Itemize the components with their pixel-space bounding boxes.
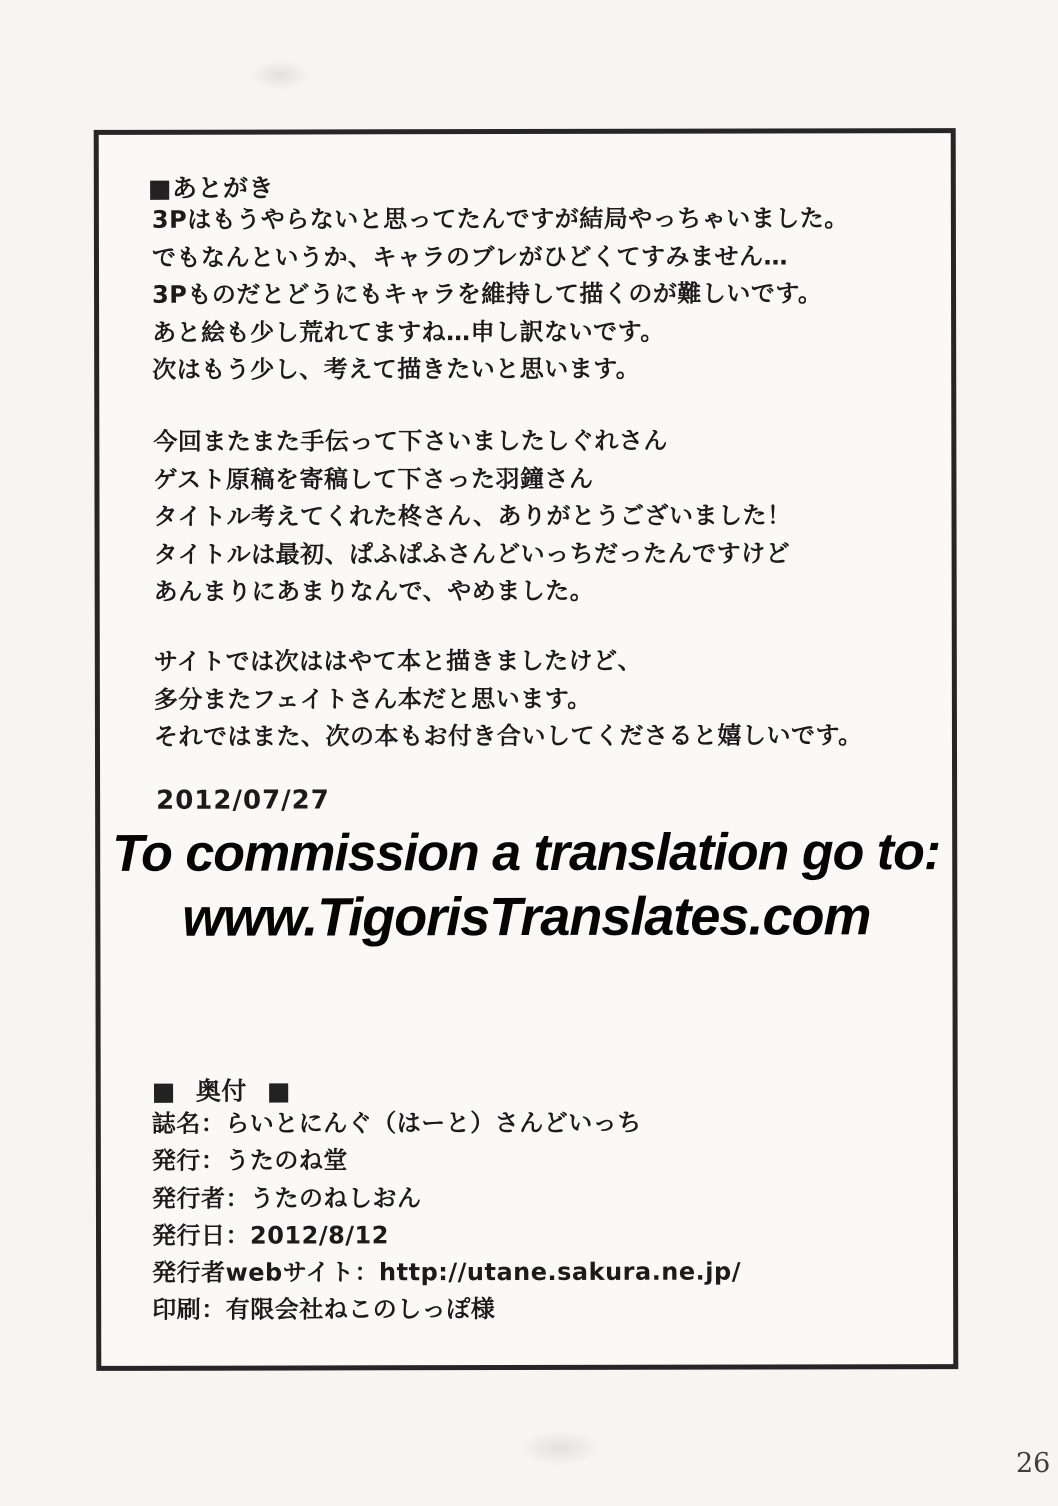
colophon-title: 奥付 — [195, 1076, 247, 1106]
afterword-line: ゲスト原稿を寄稿して下さった羽鐘さん — [153, 464, 594, 494]
afterword-line: 次はもう少し、考えて描きたいと思います。 — [152, 354, 641, 384]
scan-smudge — [520, 1430, 600, 1466]
afterword-paragraph-2 — [153, 422, 791, 611]
afterword-line: 今回またまた手伝って下さいましたしぐれさん — [153, 426, 668, 456]
afterword-line: 3Pものだとどうにもキャラを維持して描くのが難しいです。 — [152, 279, 823, 309]
colophon-line: 発行日：2012/8/12 — [151, 1221, 389, 1250]
translation-banner-line2: www.TigorisTranslates.com — [182, 886, 871, 948]
afterword-paragraph-3 — [154, 642, 863, 756]
colophon-header — [152, 1071, 291, 1107]
afterword-line: サイトでは次ははやて本と描きましたけど、 — [153, 646, 643, 676]
translation-banner-line1: To commission a translation go to: — [112, 823, 941, 883]
afterword-paragraph-1 — [152, 200, 849, 389]
afterword-date: 2012/07/27 — [156, 785, 330, 816]
colophon-line: 誌名：らいとにんぐ（はーと）さんどいっち — [151, 1108, 642, 1138]
colophon-line: 印刷：有限会社ねこのしっぽ様 — [152, 1295, 496, 1325]
page-number: 26 — [1016, 1448, 1051, 1479]
black-square-icon: ■ — [147, 173, 172, 203]
afterword-header — [148, 169, 274, 205]
colophon-lines — [152, 1105, 741, 1330]
afterword-line: あと絵も少し荒れてますね…申し訳ないです。 — [152, 317, 665, 347]
scan-smudge — [250, 60, 310, 90]
afterword-line: 3Pはもうやらないと思ってたんですが結局やっちゃいました。 — [151, 204, 849, 234]
translation-banner — [100, 821, 952, 951]
black-square-icon: ■ — [266, 1076, 292, 1106]
afterword-line: それではまた、次の本もお付き合いしてくださると嬉しいです。 — [153, 721, 863, 751]
afterword-title: あとがき — [171, 173, 274, 203]
afterword-line: タイトルは最初、ぱふぱふさんどいっちだったんですけど — [153, 538, 791, 569]
colophon-line: 発行者：うたのねしおん — [151, 1183, 422, 1213]
afterword-line: でもなんというか、キャラのブレがひどくてすみません… — [151, 241, 789, 272]
black-square-icon: ■ — [151, 1076, 176, 1106]
colophon-line: 発行者webサイト：http://utane.sakura.ne.jp/ — [152, 1257, 741, 1287]
afterword-line: タイトル考えてくれた柊さん、ありがとうございました！ — [153, 501, 792, 531]
colophon-line: 発行：うたのね堂 — [151, 1146, 348, 1176]
afterword-line: あんまりにあまりなんで、やめました。 — [153, 576, 595, 606]
afterword-line: 多分またフェイトさん本だと思います。 — [153, 684, 592, 714]
page-border-frame — [94, 128, 959, 1371]
